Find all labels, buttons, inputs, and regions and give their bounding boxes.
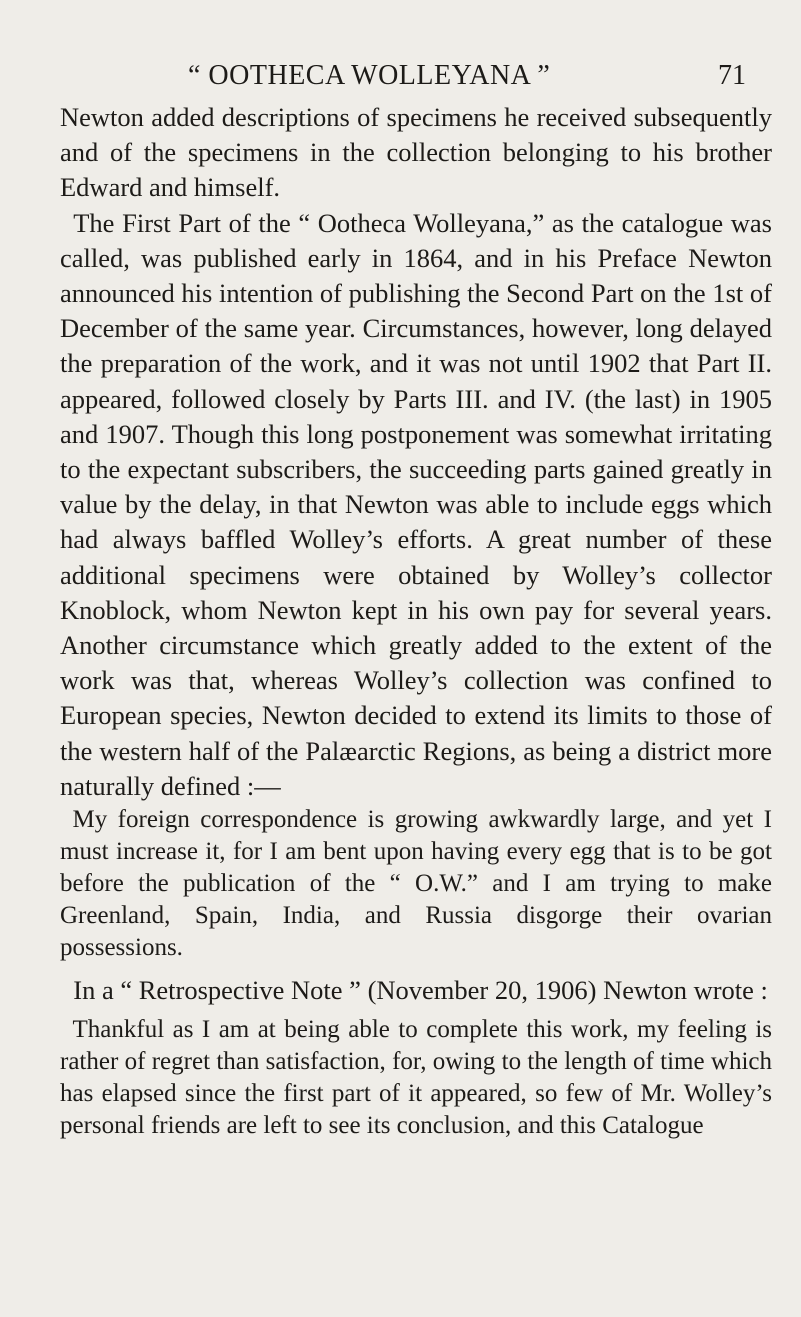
block-quote-retrospective: Thankful as I am at being able to complete this work, my feeling is rather of regret than satisfaction, for, owing to the length of time which has elapsed since the first part of it appeared, so few of Mr. Wolley’s personal friends are left to see its conclusion, and this Catalogue <box>60 1016 772 1140</box>
block-quote-correspondence: My foreign correspondence is growing awkwardly large, and yet I must increase it, for I am bent upon having every egg that is to be got before the publication of the “ O.W.” and I am trying to make Greenland, Spain, India, and Russia disgorge their ovarian possessions. <box>60 806 772 962</box>
paragraph-continuation: Newton added descriptions of specimens he received subsequently and of the specimens in the collection belonging to his brother Edward and himself. <box>60 102 772 203</box>
running-title: “ OOTHECA WOLLEYANA ” <box>188 60 551 91</box>
body-text <box>60 100 772 1142</box>
paragraph-first-part: The First Part of the “ Ootheca Wolleyana,” as the catalogue was called, was published early in 1864, and in his Preface Newton announced his intention of publishing the Second Part on the 1st of December of the same year. Circumstances, however, long delayed the preparation of the work, and it was not until 1902 that Part II. appeared, followed closely by Parts III. and IV. (the last) in 1905 and 1907. Though this long postponement was somewhat irritating to the expectant subscribers, the succeeding parts gained greatly in value by the delay, in that Newton was able to include eggs which had always baffled Wolley’s efforts. A great number of these additional specimens were obtained by Wolley’s collector Knoblock, whom Newton kept in his own pay for several years. Another circumstance which greatly added to the extent of the work was that, whereas Wolley’s collection was confined to European species, Newton decided to extend its limits to those of the western half of the Palæarctic Regions, as being a district more naturally defined :— <box>60 207 772 801</box>
page-number: 71 <box>718 60 746 91</box>
paragraph-retrospective-note: In a “ Retrospective Note ” (November 20, 1906) Newton wrote : <box>73 975 768 1006</box>
